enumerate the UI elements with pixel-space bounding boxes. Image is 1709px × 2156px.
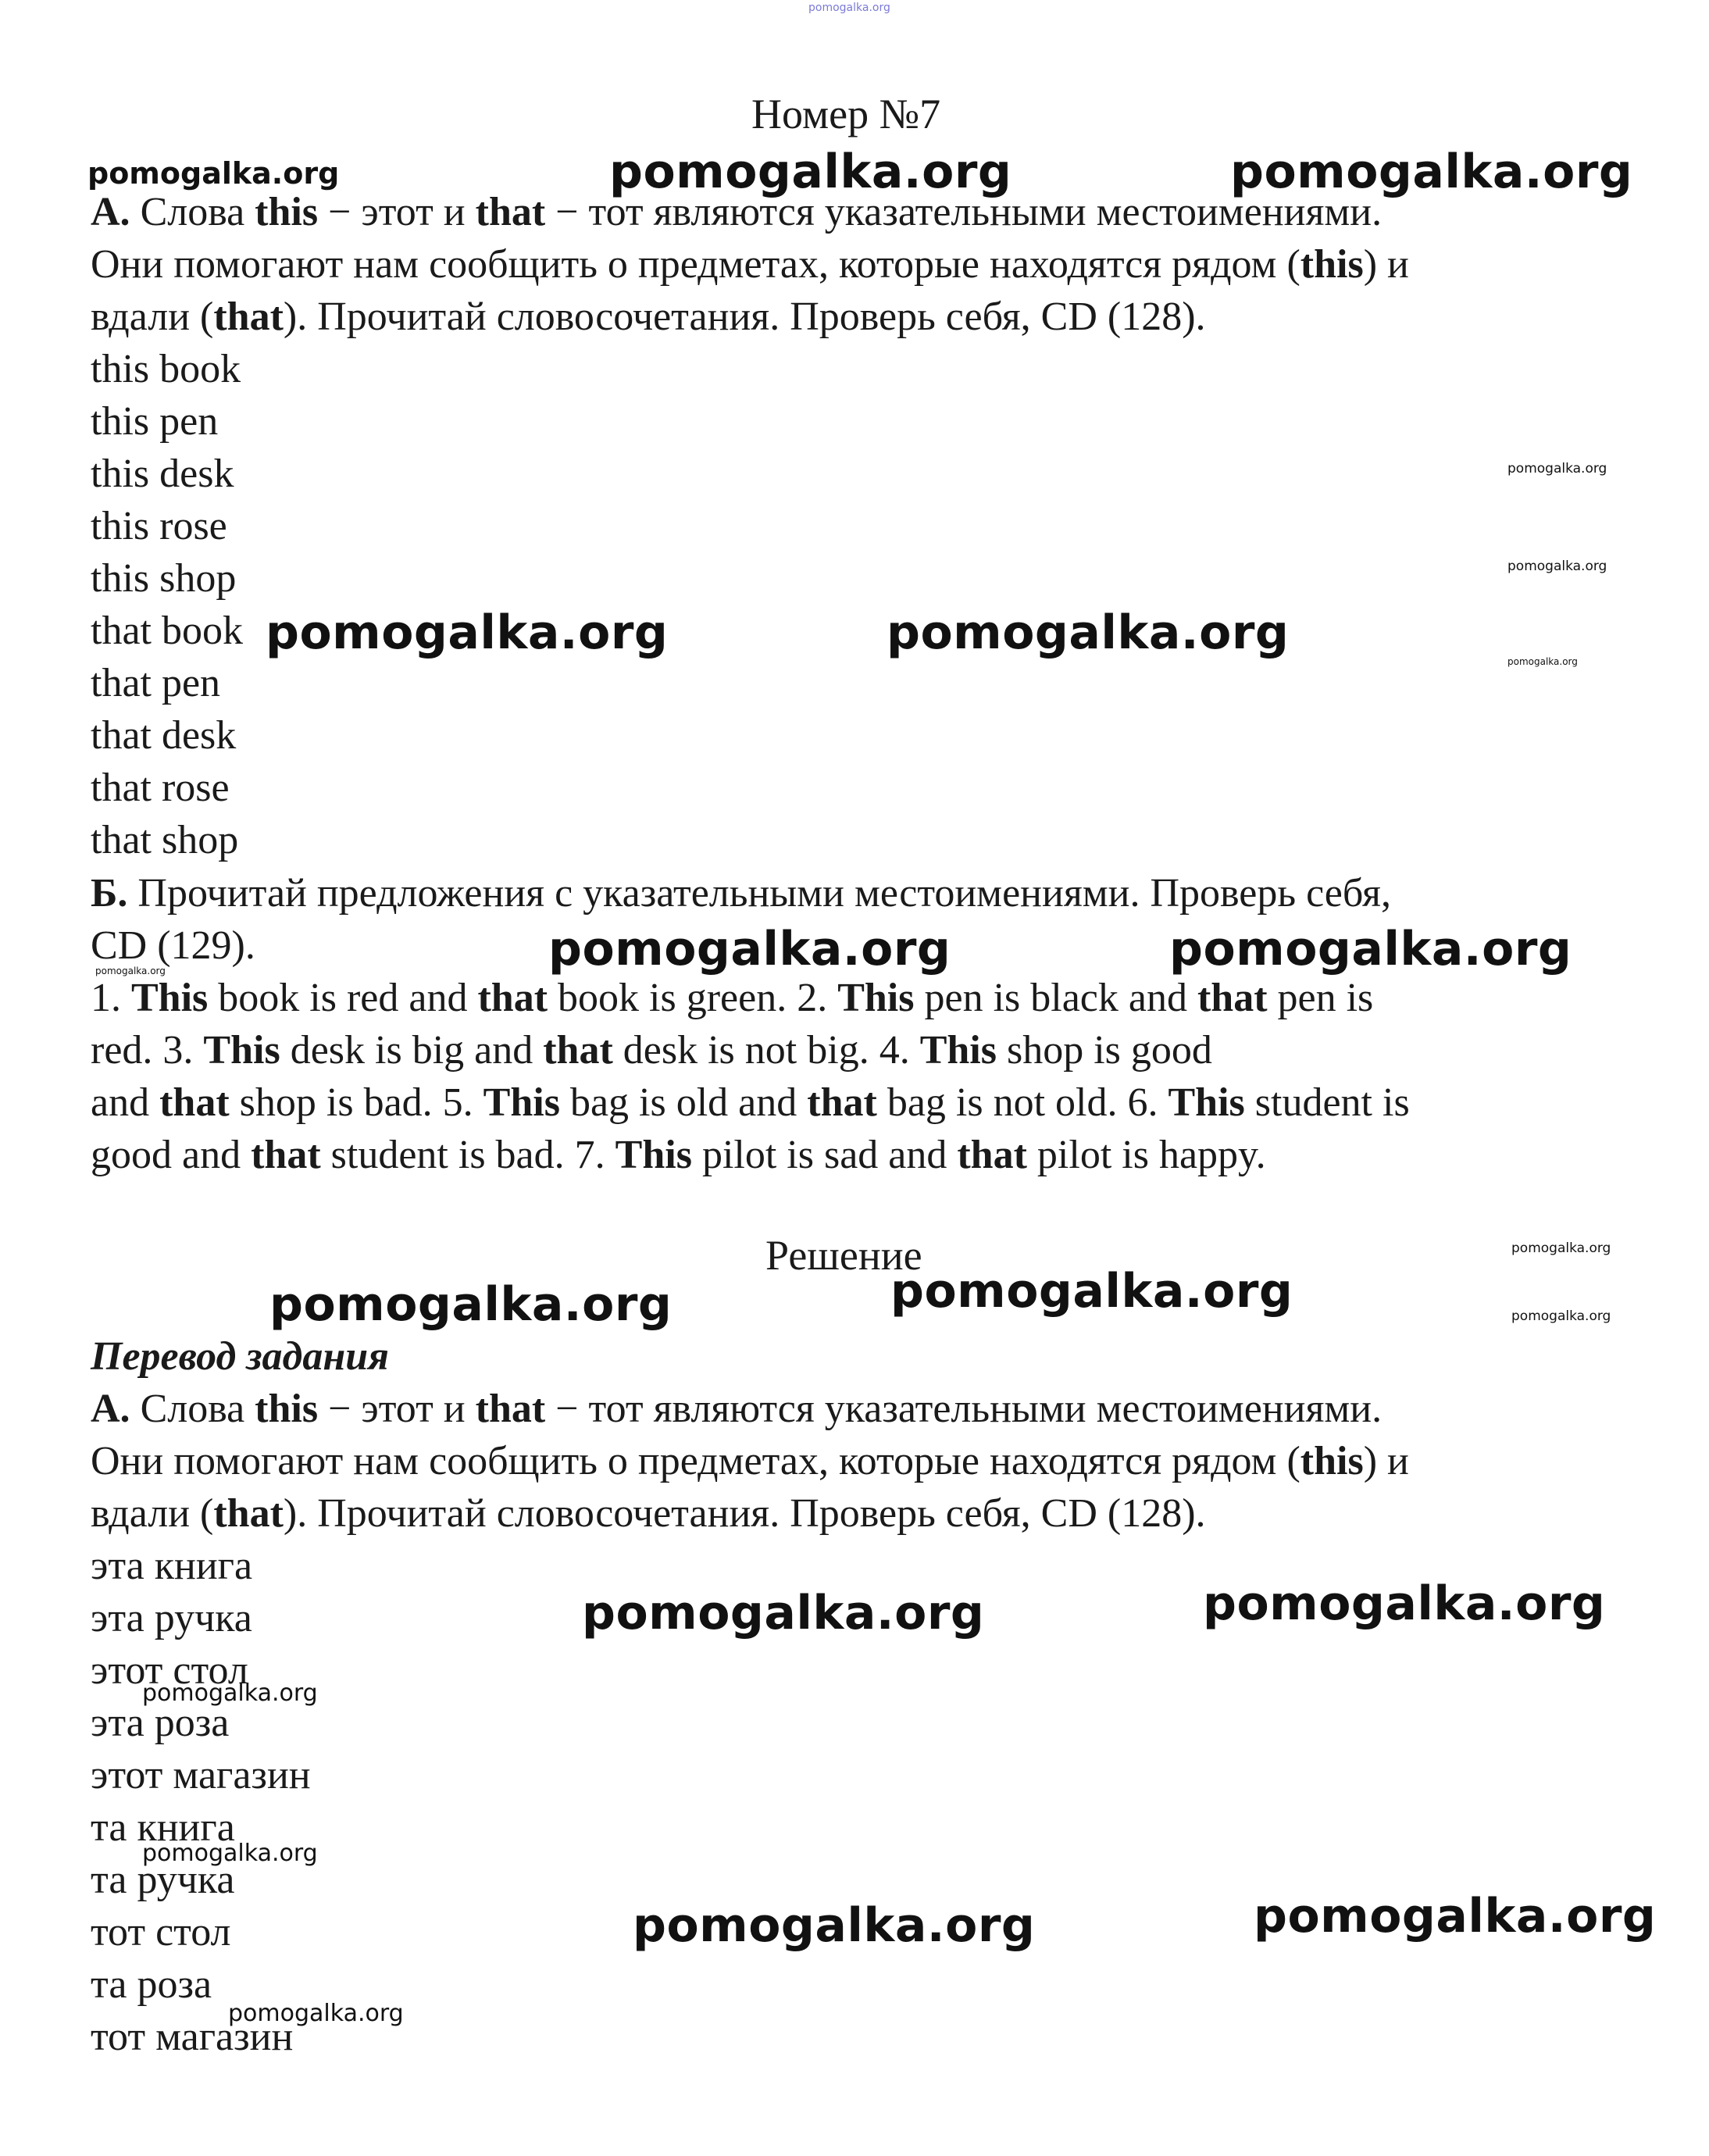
solution-heading: Решение xyxy=(765,1232,922,1279)
phrase-item: that book xyxy=(91,609,243,653)
watermark: pomogalka.org xyxy=(609,145,1012,199)
phrase-item: this pen xyxy=(91,399,219,444)
watermark: pomogalka.org xyxy=(582,1586,985,1640)
text: pilot is happy. xyxy=(1026,1133,1266,1177)
text: book is red and xyxy=(208,976,478,1020)
phrase-item: this rose xyxy=(91,504,227,548)
task-b-line-1 xyxy=(91,972,1373,1024)
watermark: pomogalka.org xyxy=(142,1840,318,1867)
text: student is bad. 7. xyxy=(320,1133,615,1177)
keyword: that xyxy=(543,1028,613,1073)
keyword: that xyxy=(475,190,546,234)
text: вдали ( xyxy=(91,1491,214,1536)
text: 1. xyxy=(91,976,131,1020)
watermark: pomogalka.org xyxy=(1254,1889,1657,1944)
text: desk is not big. 4. xyxy=(612,1028,920,1073)
keyword: this xyxy=(255,1387,319,1431)
phrase-item: that shop xyxy=(91,818,239,862)
keyword: that xyxy=(213,1491,284,1536)
phrase-item: this desk xyxy=(91,452,234,496)
text: good and xyxy=(91,1133,252,1177)
translation-line-1 xyxy=(91,1383,1382,1435)
task-marker: Б. xyxy=(91,871,128,916)
keyword: this xyxy=(1300,1439,1364,1483)
translation-line-3 xyxy=(91,1487,1206,1540)
translation-item: эта ручка xyxy=(91,1596,252,1640)
watermark: pomogalka.org xyxy=(548,922,951,976)
task-b-line-4 xyxy=(91,1129,1266,1181)
text: shop is good xyxy=(997,1028,1212,1073)
text: Они помогают нам сообщить о предметах, которые находятся рядом ( xyxy=(91,1439,1300,1483)
keyword: that xyxy=(477,976,548,1020)
translation-item: этот магазин xyxy=(91,1753,311,1797)
text: shop is bad. 5. xyxy=(229,1080,483,1125)
task-marker: А. xyxy=(91,190,130,234)
watermark: pomogalka.org xyxy=(1203,1576,1606,1631)
watermark: pomogalka.org xyxy=(142,1679,318,1707)
watermark: pomogalka.org xyxy=(1507,559,1607,574)
text: − тот являются указательными местоимениями. xyxy=(545,1387,1383,1431)
text: − тот являются указательными местоимениями. xyxy=(545,190,1383,234)
translation-item: эта роза xyxy=(91,1701,230,1745)
translation-item: тот стол xyxy=(91,1910,231,1954)
watermark: pomogalka.org xyxy=(1507,656,1578,667)
text: − этот и xyxy=(318,1387,476,1431)
keyword: This xyxy=(131,976,209,1020)
translation-item: та ручка xyxy=(91,1858,235,1902)
watermark: pomogalka.org xyxy=(887,605,1290,660)
text: pilot is sad and xyxy=(691,1133,958,1177)
keyword: that xyxy=(475,1387,546,1431)
keyword: that xyxy=(251,1133,321,1177)
watermark: pomogalka.org xyxy=(1511,1240,1611,1256)
text: ). Прочитай словосочетания. Проверь себя, CD (128). xyxy=(283,294,1206,339)
keyword: that xyxy=(807,1080,877,1125)
keyword: this xyxy=(255,190,319,234)
watermark: pomogalka.org xyxy=(633,1898,1036,1953)
watermark: pomogalka.org xyxy=(87,156,340,191)
text: ). Прочитай словосочетания. Проверь себя, CD (128). xyxy=(283,1491,1206,1536)
keyword: that xyxy=(957,1133,1027,1177)
watermark: pomogalka.org xyxy=(1507,461,1607,477)
task-a-line-2 xyxy=(91,238,1409,291)
phrase-item: this book xyxy=(91,347,241,391)
keyword: This xyxy=(919,1028,997,1073)
task-b-intro-1 xyxy=(91,867,1391,919)
text: ) и xyxy=(1363,242,1409,287)
text: − этот и xyxy=(318,190,476,234)
text: Слова xyxy=(130,1387,255,1431)
task-marker: А. xyxy=(91,1387,130,1431)
text: bag is old and xyxy=(559,1080,808,1125)
translation-line-2 xyxy=(91,1435,1409,1487)
phrase-item: that desk xyxy=(91,713,237,758)
text: student is xyxy=(1244,1080,1410,1125)
watermark: pomogalka.org xyxy=(808,2,890,14)
watermark: pomogalka.org xyxy=(1169,922,1572,976)
text: вдали ( xyxy=(91,294,214,339)
watermark: pomogalka.org xyxy=(228,2000,404,2027)
text: Они помогают нам сообщить о предметах, которые находятся рядом ( xyxy=(91,242,1300,287)
watermark: pomogalka.org xyxy=(266,605,669,660)
task-b-line-3 xyxy=(91,1076,1410,1129)
task-a-line-3 xyxy=(91,291,1206,343)
page-title: Номер №7 xyxy=(751,91,941,137)
task-a-line-1 xyxy=(91,186,1382,238)
phrase-item: that pen xyxy=(91,661,221,705)
task-b-line-2 xyxy=(91,1024,1212,1076)
text: desk is big and xyxy=(280,1028,544,1073)
text: Прочитай предложения с указательными местоимениями. Проверь себя, xyxy=(127,871,1391,916)
watermark: pomogalka.org xyxy=(95,966,166,976)
text: pen is xyxy=(1267,976,1374,1020)
keyword: This xyxy=(483,1080,560,1125)
text: Слова xyxy=(130,190,255,234)
watermark: pomogalka.org xyxy=(1230,145,1633,199)
text: bag is not old. 6. xyxy=(876,1080,1168,1125)
keyword: this xyxy=(1300,242,1364,287)
keyword: that xyxy=(213,294,284,339)
keyword: that xyxy=(1197,976,1268,1020)
task-b-intro-2: CD (129). xyxy=(91,923,255,968)
translation-item: этот стол xyxy=(91,1648,248,1693)
translation-item: та книга xyxy=(91,1805,235,1850)
translation-heading: Перевод задания xyxy=(91,1334,389,1379)
text: red. 3. xyxy=(91,1028,204,1073)
watermark: pomogalka.org xyxy=(269,1277,673,1332)
watermark: pomogalka.org xyxy=(890,1264,1293,1319)
watermark: pomogalka.org xyxy=(1511,1308,1611,1324)
text: book is green. 2. xyxy=(548,976,838,1020)
phrase-item: this shop xyxy=(91,556,237,601)
translation-item: эта книга xyxy=(91,1544,253,1588)
translation-item: та роза xyxy=(91,1962,212,2007)
keyword: This xyxy=(837,976,915,1020)
keyword: This xyxy=(615,1133,692,1177)
text: ) и xyxy=(1363,1439,1409,1483)
keyword: This xyxy=(1168,1080,1245,1125)
phrase-item: that rose xyxy=(91,766,230,810)
text: and xyxy=(91,1080,160,1125)
translation-item: тот магазин xyxy=(91,2015,294,2059)
text: pen is black and xyxy=(914,976,1197,1020)
keyword: This xyxy=(203,1028,280,1073)
keyword: that xyxy=(159,1080,230,1125)
